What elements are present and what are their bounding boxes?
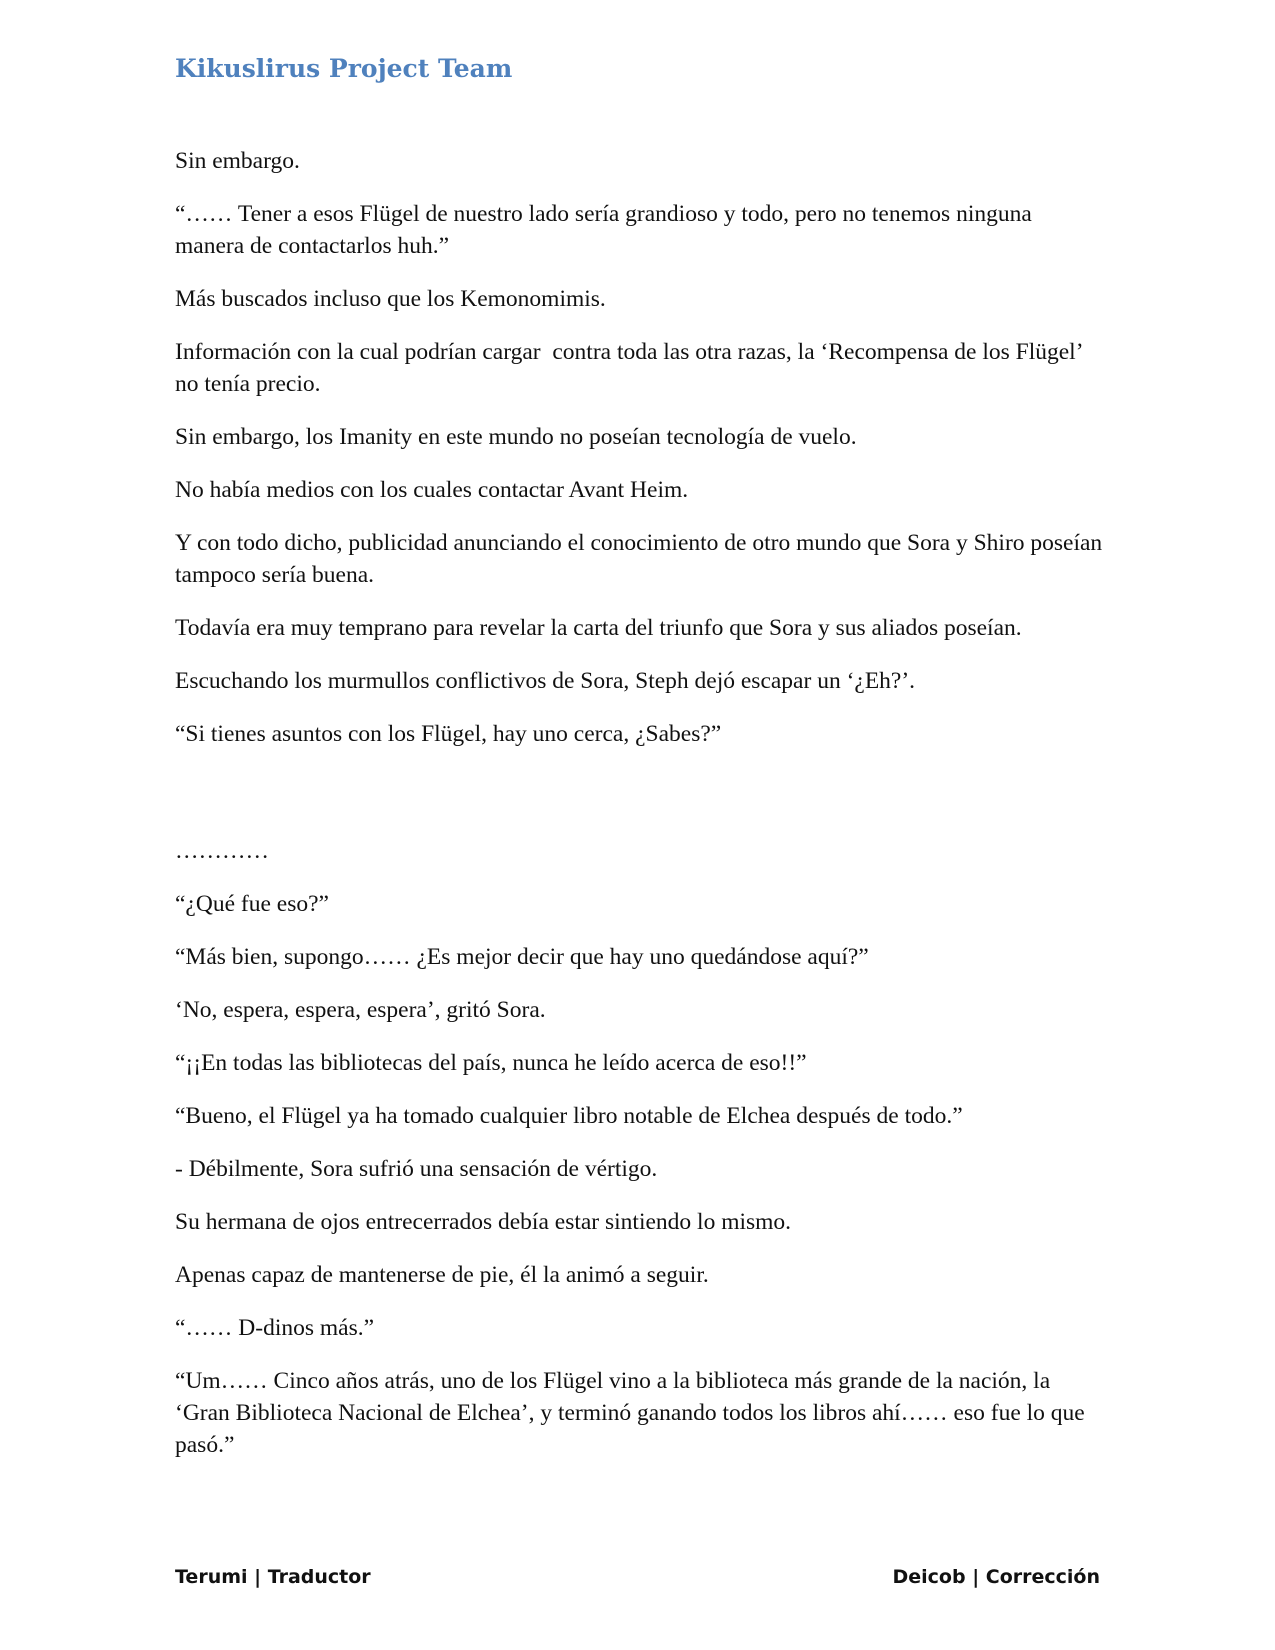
paragraph: “¡¡En todas las bibliotecas del país, nunca he leído acerca de eso!!” [175,1050,807,1076]
footer-translator-credit: Terumi | Traductor [175,1566,371,1588]
paragraph: Su hermana de ojos entrecerrados debía estar sintiendo lo mismo. [175,1209,792,1235]
paragraph: “Si tienes asuntos con los Flügel, hay uno cerca, ¿Sabes?” [175,721,722,747]
paragraph: “…… D-dinos más.” [175,1315,375,1341]
footer-proofreader-credit: Deicob | Corrección [892,1566,1100,1588]
paragraph: Escuchando los murmullos conflictivos de Sora, Steph dejó escapar un ‘¿Eh?’. [175,668,916,694]
paragraph: Sin embargo, los Imanity en este mundo no poseían tecnología de vuelo. [175,424,857,450]
paragraph: “Um…… Cinco años atrás, uno de los Flügel vino a la biblioteca más grande de la nación, la ‘Gran Biblioteca Nacional de Elchea’, y terminó ganando todos los libros ahí…… eso fue lo que pasó.” [175,1368,1091,1458]
paragraph: “¿Qué fue eso?” [175,891,329,917]
scene-break: ………… [175,838,269,864]
section-gap [175,771,1105,835]
page-header-title: Kikuslirus Project Team [175,54,513,83]
paragraph: No había medios con los cuales contactar Avant Heim. [175,477,689,503]
paragraph: “…… Tener a esos Flügel de nuestro lado sería grandioso y todo, pero no tenemos ninguna manera de contactarlos huh.” [175,201,1038,259]
paragraph: “Más bien, supongo…… ¿Es mejor decir que hay uno quedándose aquí?” [175,944,869,970]
paragraph: “Bueno, el Flügel ya ha tomado cualquier libro notable de Elchea después de todo.” [175,1103,963,1129]
paragraph: Y con todo dicho, publicidad anunciando el conocimiento de otro mundo que Sora y Shiro poseían tampoco sería buena. [175,530,1109,588]
paragraph: Información con la cual podrían cargar contra toda las otra razas, la ‘Recompensa de los Flügel’ no tenía precio. [175,339,1088,397]
paragraph: Apenas capaz de mantenerse de pie, él la animó a seguir. [175,1262,709,1288]
paragraph: Sin embargo. [175,148,300,174]
paragraph: Todavía era muy temprano para revelar la carta del triunfo que Sora y sus aliados poseían. [175,615,1022,641]
document-body [175,145,1109,1482]
paragraph: ‘No, espera, espera, espera’, gritó Sora. [175,997,546,1023]
paragraph: Más buscados incluso que los Kemonomimis. [175,286,606,312]
paragraph: - Débilmente, Sora sufrió una sensación de vértigo. [175,1156,658,1182]
